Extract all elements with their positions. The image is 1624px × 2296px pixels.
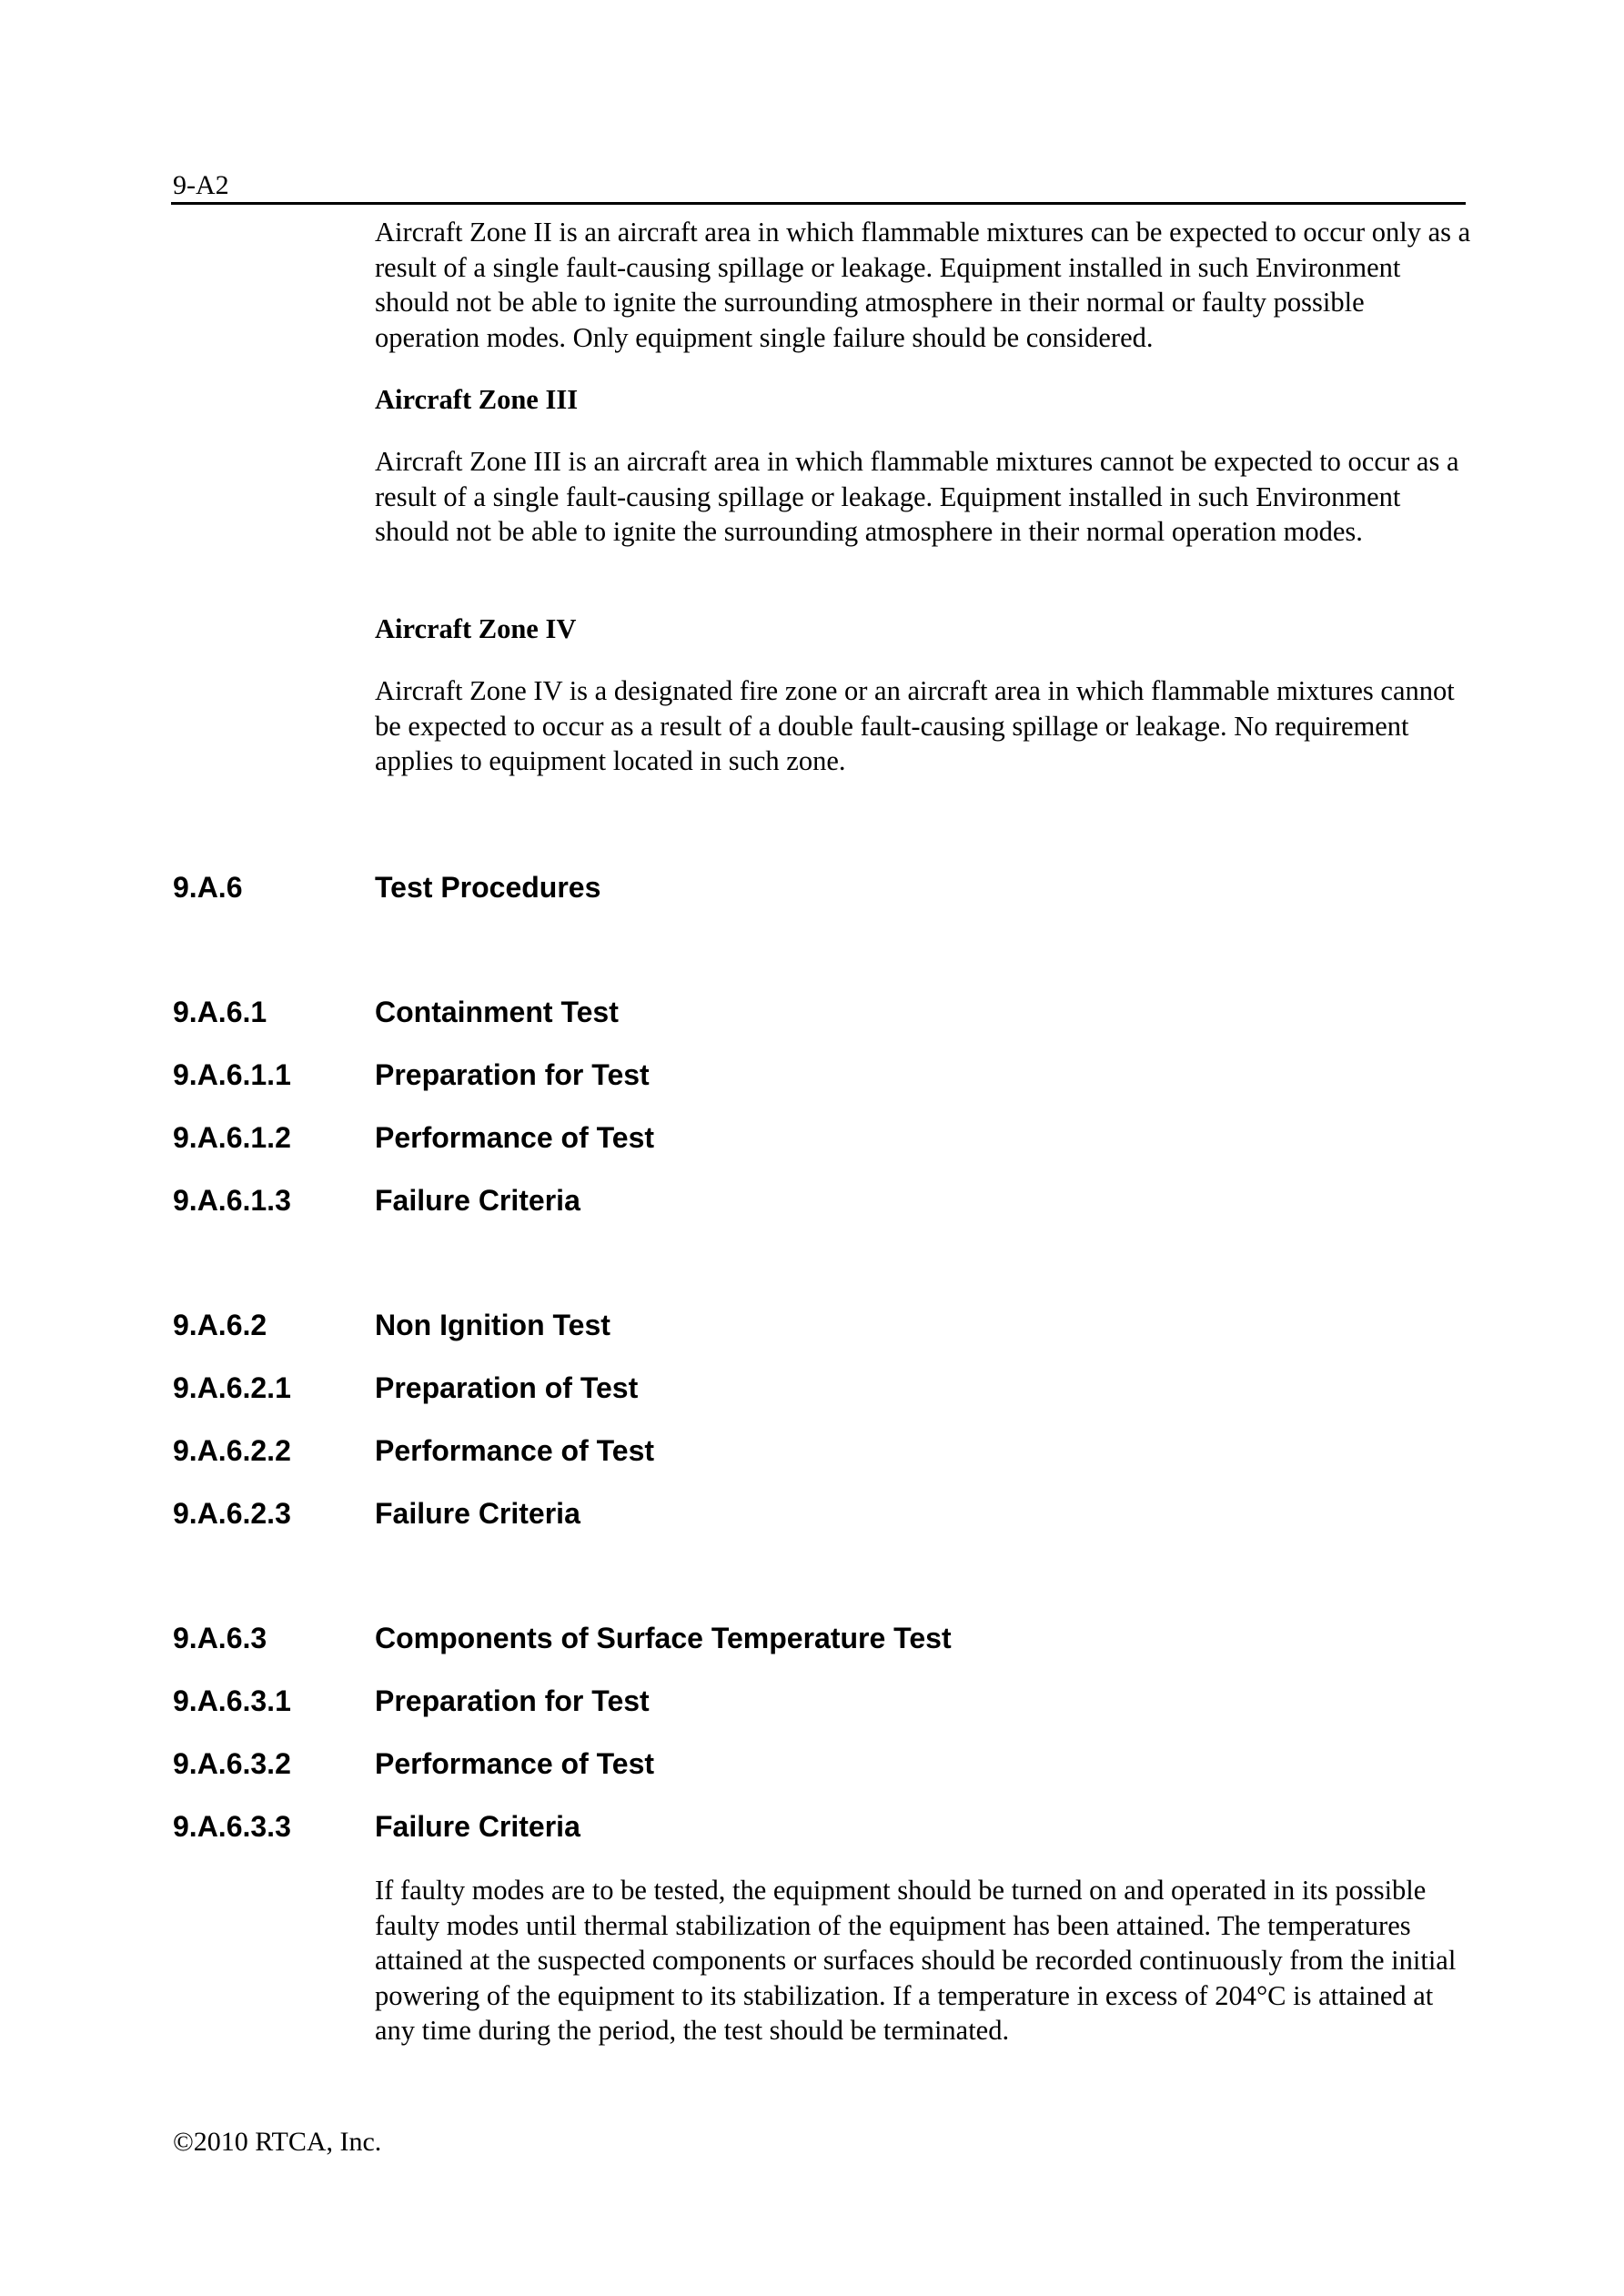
zone-iii-heading: Aircraft Zone III	[375, 384, 579, 415]
section-heading	[173, 1182, 1465, 1219]
section-number: 9.A.6.3.3	[173, 1810, 291, 1843]
section-number: 9.A.6.3	[173, 1622, 267, 1654]
copyright-footer: ©2010 RTCA, Inc.	[173, 2127, 382, 2157]
section-heading	[173, 1808, 1465, 1845]
section-title: Preparation for Test	[375, 1684, 650, 1717]
section-heading	[173, 1370, 1465, 1406]
section-title: Non Ignition Test	[375, 1309, 610, 1341]
section-number: 9.A.6.1.1	[173, 1058, 291, 1091]
section-title: Performance of Test	[375, 1121, 655, 1154]
zone-ii-paragraph: Aircraft Zone II is an aircraft area in which flammable mixtures can be expected to occur only as a result of a single fault-causing spillage or leakage. Equipment installed in such Environment should not be able to ignite the surrounding atmosphere in their normal or faulty possible operation modes. Only equipment single failure should be considered.	[375, 217, 1471, 353]
section-title: Containment Test	[375, 996, 619, 1028]
section-heading	[173, 1620, 1465, 1656]
section-number: 9.A.6.2	[173, 1309, 267, 1341]
failure-criteria-paragraph: If faulty modes are to be tested, the equipment should be turned on and operated in its possible faulty modes until thermal stabilization of the equipment has been attained. The temperatures attained at the suspected components or surfaces should be recorded continuously from the initial powering of the equipment to its stabilization. If a temperature in excess of 204°C is attained at any time during the period, the test should be terminated.	[375, 1875, 1457, 2046]
section-number: 9.A.6.3.1	[173, 1684, 291, 1717]
section-number: 9.A.6.2.1	[173, 1371, 291, 1404]
section-number: 9.A.6.1.2	[173, 1121, 291, 1154]
section-number: 9.A.6.3.2	[173, 1747, 291, 1780]
section-title: Failure Criteria	[375, 1810, 580, 1843]
section-title: Performance of Test	[375, 1434, 655, 1467]
section-title: Preparation of Test	[375, 1371, 639, 1404]
page-number: 9-A2	[173, 170, 229, 200]
section-heading	[173, 1683, 1465, 1719]
section-heading	[173, 1495, 1465, 1532]
zone-iv-paragraph: Aircraft Zone IV is a designated fire zone or an aircraft area in which flammable mixtures cannot be expected to occur as a result of a double fault-causing spillage or leakage. No requirement applies to equipment located in such zone.	[375, 675, 1455, 776]
section-number: 9.A.6.1.3	[173, 1184, 291, 1217]
section-title: Test Procedures	[375, 871, 601, 904]
header-rule	[171, 202, 1466, 205]
section-heading	[173, 1432, 1465, 1469]
section-number: 9.A.6.1	[173, 996, 267, 1028]
section-title: Failure Criteria	[375, 1497, 580, 1530]
section-heading	[173, 869, 1465, 905]
section-number: 9.A.6.2.3	[173, 1497, 291, 1530]
section-heading	[173, 1119, 1465, 1156]
section-heading	[173, 1057, 1465, 1093]
section-heading	[173, 1307, 1465, 1343]
section-number: 9.A.6.2.2	[173, 1434, 291, 1467]
section-heading	[173, 1745, 1465, 1782]
zone-iv-heading: Aircraft Zone IV	[375, 613, 577, 644]
section-title: Failure Criteria	[375, 1184, 580, 1217]
section-title: Performance of Test	[375, 1747, 655, 1780]
zone-iii-paragraph: Aircraft Zone III is an aircraft area in which flammable mixtures cannot be expected to occur as a result of a single fault-causing spillage or leakage. Equipment installed in such Environment should not be able to ignite the surrounding atmosphere in their normal operation modes.	[375, 446, 1459, 547]
section-heading	[173, 994, 1465, 1030]
section-title: Preparation for Test	[375, 1058, 650, 1091]
section-title: Components of Surface Temperature Test	[375, 1622, 952, 1654]
section-number: 9.A.6	[173, 871, 243, 904]
